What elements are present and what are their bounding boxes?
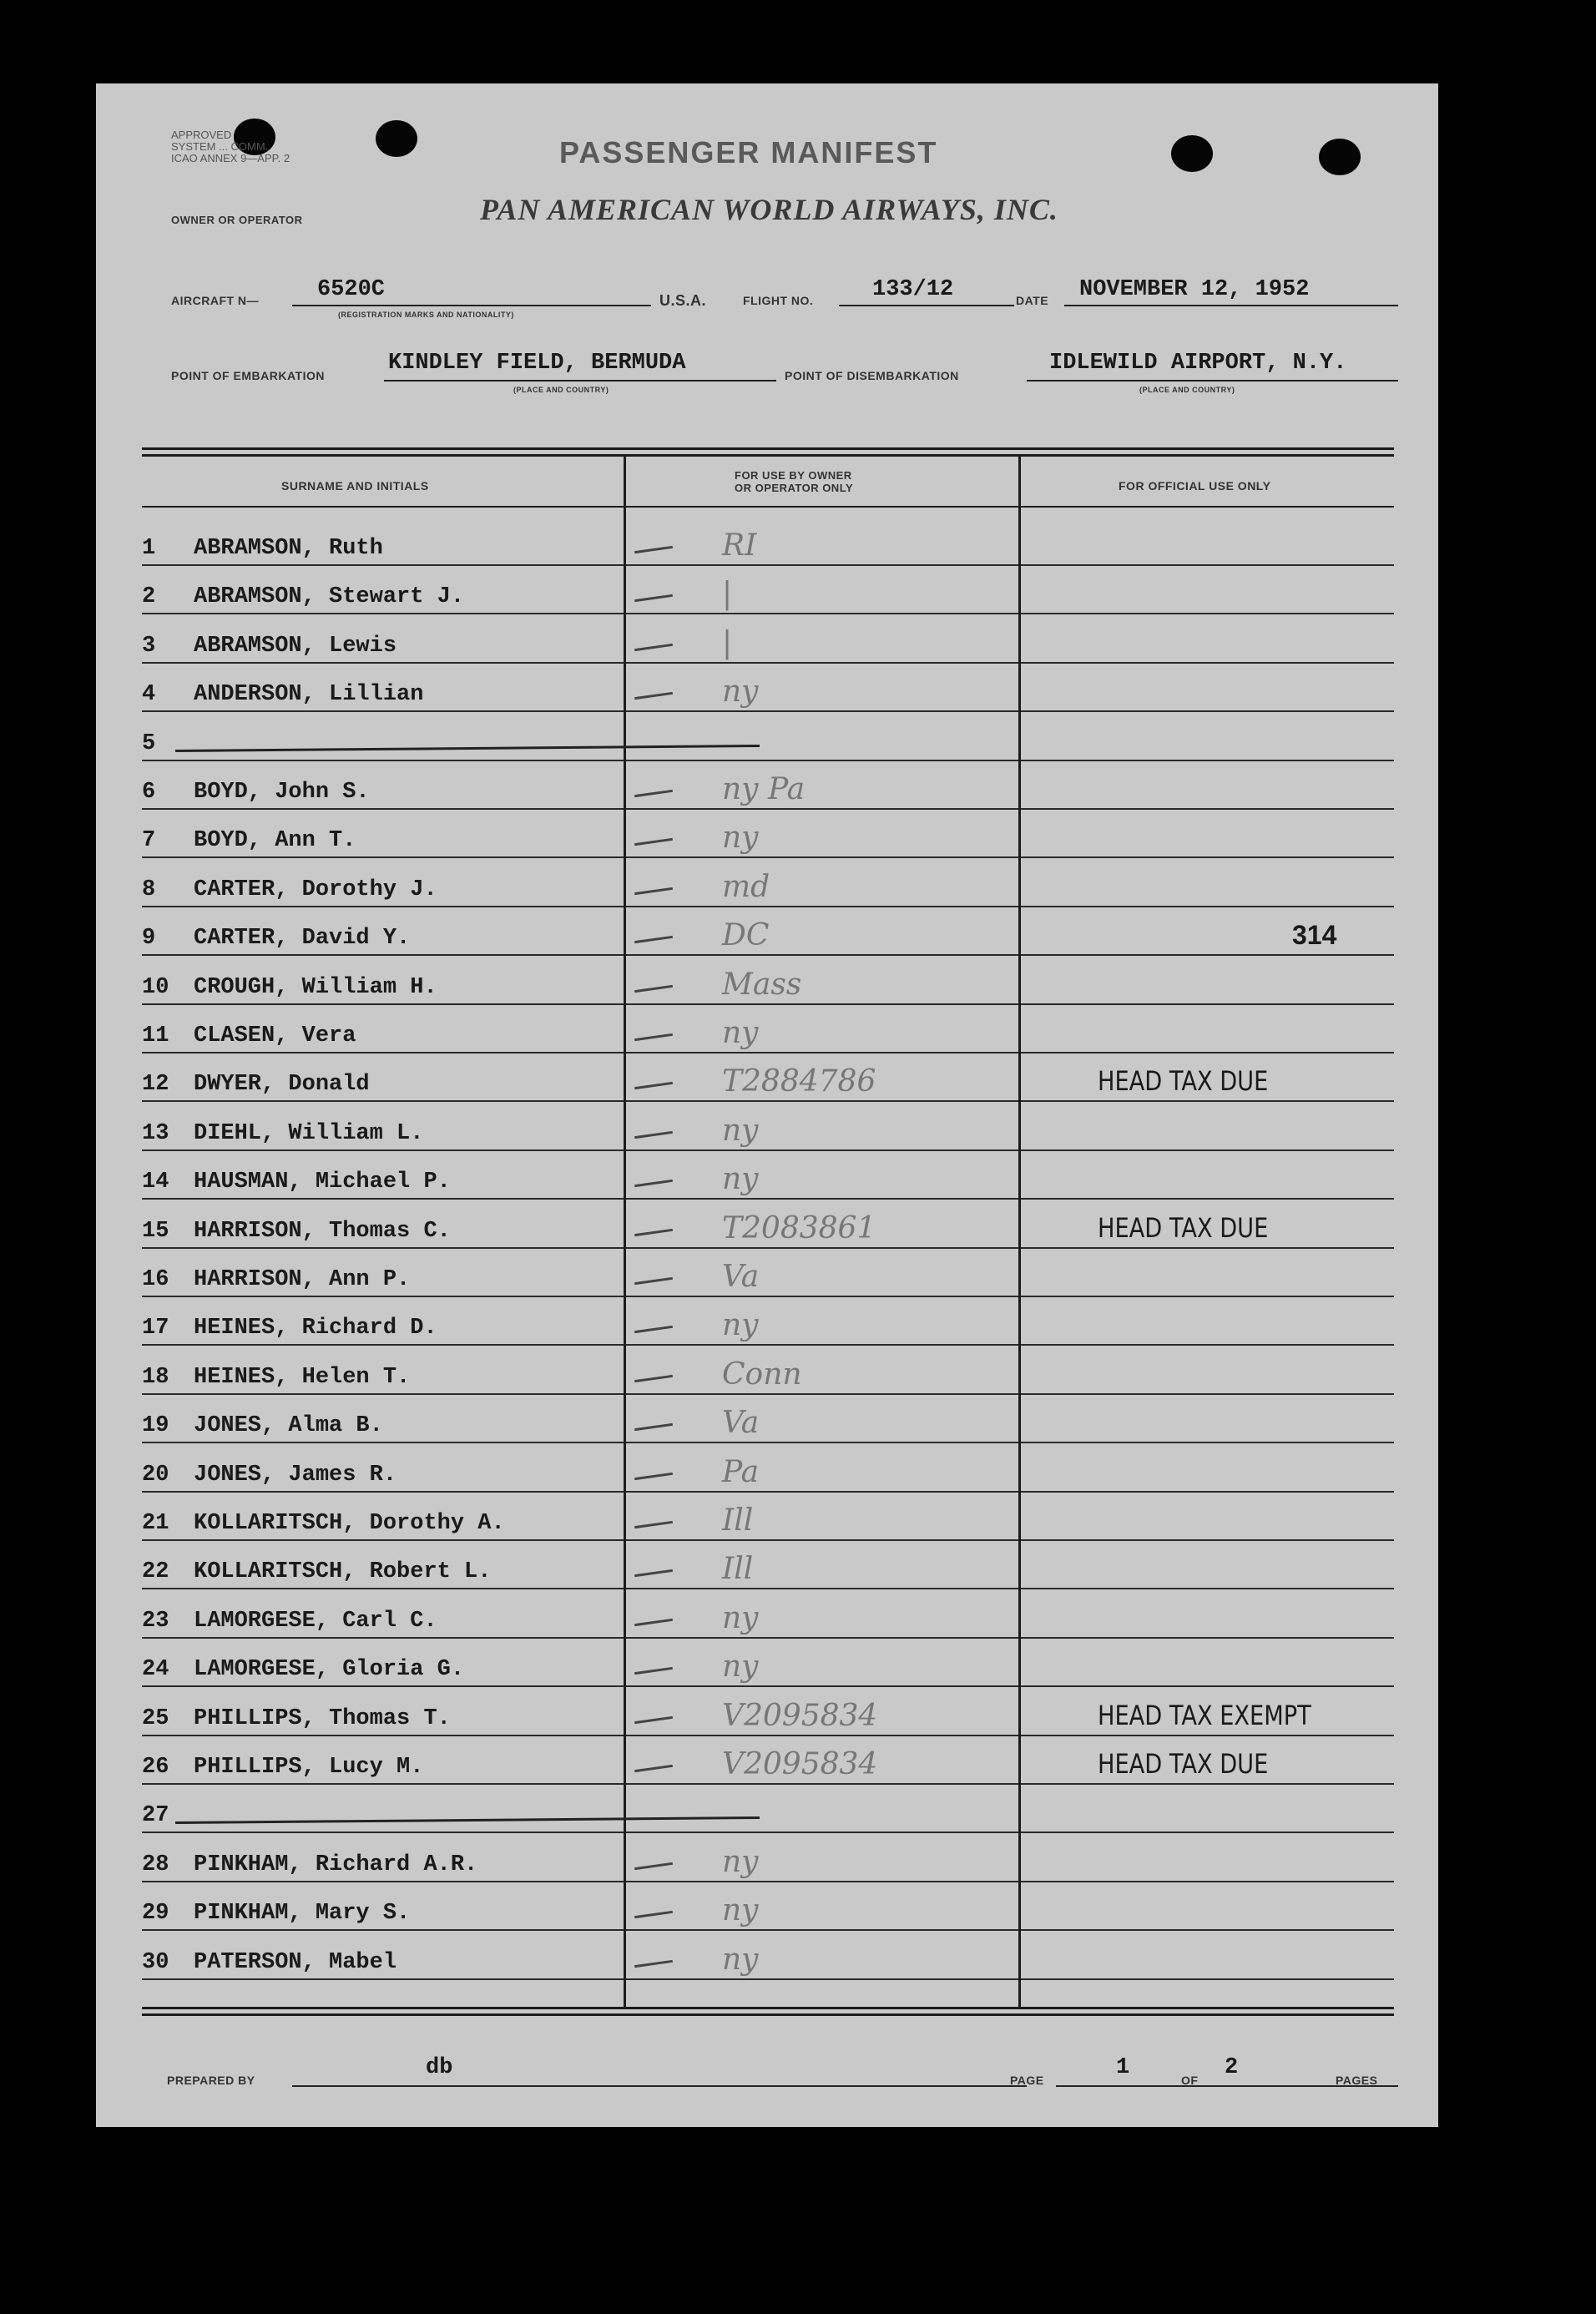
handwritten-note: md xyxy=(722,869,770,904)
table-row xyxy=(142,1932,1394,1980)
passenger-name: CARTER, David Y. xyxy=(194,926,411,952)
handwritten-note: ny xyxy=(722,1893,759,1928)
official-note: HEAD TAX EXEMPT xyxy=(1098,1699,1311,1731)
table-row xyxy=(142,1590,1394,1639)
passenger-number: 21 xyxy=(142,1511,169,1536)
embarkation-point: KINDLEY FIELD, BERMUDA xyxy=(388,351,686,376)
passenger-name: JONES, James R. xyxy=(194,1462,397,1488)
table-row xyxy=(142,1005,1394,1053)
check-mark xyxy=(634,1472,673,1479)
table-row xyxy=(142,1541,1394,1589)
check-mark xyxy=(634,1277,673,1285)
handwritten-note: ny xyxy=(722,1113,759,1148)
official-note: HEAD TAX DUE xyxy=(1098,1065,1269,1098)
pages-total: 2 xyxy=(1225,2055,1239,2080)
passenger-name: ABRAMSON, Ruth xyxy=(194,536,383,561)
date-label: DATE xyxy=(1016,294,1049,307)
check-mark xyxy=(634,1569,673,1577)
row-line xyxy=(626,1978,1018,1980)
table-row xyxy=(142,859,1394,907)
embarkation-caption: (PLACE AND COUNTRY) xyxy=(513,386,609,394)
table-row xyxy=(142,761,1394,810)
official-column-header: FOR OFFICIAL USE ONLY xyxy=(1119,479,1271,493)
check-mark xyxy=(634,692,673,700)
check-mark xyxy=(634,790,673,797)
passenger-number: 4 xyxy=(142,682,156,708)
surname-column-header: SURNAME AND INITIALS xyxy=(281,479,429,493)
passenger-name: CROUGH, William H. xyxy=(194,974,437,1000)
table-row xyxy=(142,1053,1394,1102)
row-line xyxy=(142,1978,624,1980)
handwritten-note: T2083861 xyxy=(722,1210,876,1245)
check-mark xyxy=(634,1862,673,1870)
prepared-underline xyxy=(292,2085,1027,2087)
page-number: 1 xyxy=(1116,2055,1130,2080)
handwritten-note: | xyxy=(722,625,733,660)
table-row xyxy=(142,664,1394,712)
aircraft-label: AIRCRAFT N— xyxy=(171,294,260,307)
passenger-number: 5 xyxy=(142,730,156,756)
passenger-number: 30 xyxy=(142,1949,169,1975)
usa-label: U.S.A. xyxy=(659,292,707,309)
table-row xyxy=(142,1736,1394,1785)
handwritten-note: ny xyxy=(722,1844,759,1879)
header-rule xyxy=(142,506,1394,508)
passenger-name: HARRISON, Ann P. xyxy=(194,1267,411,1292)
flight-date: NOVEMBER 12, 1952 xyxy=(1079,277,1310,302)
passenger-name: CLASEN, Vera xyxy=(194,1023,356,1048)
owner-label: OWNER OR OPERATOR xyxy=(171,214,303,226)
pages-label: PAGES xyxy=(1336,2074,1378,2087)
of-label: OF xyxy=(1181,2074,1199,2087)
passenger-name: HEINES, Richard D. xyxy=(194,1316,437,1341)
table-row xyxy=(142,1444,1394,1493)
disembarkation-label: POINT OF DISEMBARKATION xyxy=(785,369,959,382)
table-top-rule-2 xyxy=(142,454,1394,457)
passenger-number: 24 xyxy=(142,1657,169,1683)
table-top-rule xyxy=(142,447,1394,450)
handwritten-note: RI xyxy=(722,528,757,563)
table-row xyxy=(142,1346,1394,1395)
disembarkation-underline xyxy=(1027,380,1398,381)
passenger-number: 22 xyxy=(142,1559,169,1585)
handwritten-note: Mass xyxy=(722,967,802,1002)
passenger-name: ABRAMSON, Stewart J. xyxy=(194,584,465,610)
disembarkation-caption: (PLACE AND COUNTRY) xyxy=(1139,386,1235,394)
check-mark xyxy=(634,1619,673,1626)
handwritten-note: ny xyxy=(722,1016,759,1050)
punch-hole xyxy=(1171,135,1213,172)
strikethrough xyxy=(175,745,760,752)
aircraft-underline xyxy=(292,305,651,306)
table-row xyxy=(142,1249,1394,1297)
passenger-number: 17 xyxy=(142,1316,169,1341)
official-note: HEAD TAX DUE xyxy=(1098,1748,1269,1780)
passenger-name: HAUSMAN, Michael P. xyxy=(194,1170,451,1195)
passenger-name: DIEHL, William L. xyxy=(194,1120,424,1146)
check-mark xyxy=(634,546,673,553)
prepared-by: db xyxy=(426,2055,453,2080)
passenger-number: 13 xyxy=(142,1120,169,1146)
handwritten-note: ny xyxy=(722,1600,759,1635)
handwritten-note: Va xyxy=(722,1260,760,1294)
table-row xyxy=(142,907,1394,956)
passenger-name: ANDERSON, Lillian xyxy=(194,682,424,708)
passenger-name: PHILLIPS, Lucy M. xyxy=(194,1755,424,1780)
flight-number: 133/12 xyxy=(872,277,954,302)
table-row xyxy=(142,1395,1394,1443)
table-row xyxy=(142,1882,1394,1931)
passenger-number: 9 xyxy=(142,926,156,952)
table-row xyxy=(142,1103,1394,1151)
punch-hole xyxy=(376,120,417,157)
passenger-number: 11 xyxy=(142,1023,169,1048)
table-bottom-rule xyxy=(142,2007,1394,2009)
passenger-name: PHILLIPS, Thomas T. xyxy=(194,1705,451,1731)
embarkation-label: POINT OF EMBARKATION xyxy=(171,369,325,382)
passenger-name: HEINES, Helen T. xyxy=(194,1364,411,1390)
passenger-name: PATERSON, Mabel xyxy=(194,1949,397,1975)
owner-column-header-1: FOR USE BY OWNER xyxy=(735,469,852,482)
handwritten-note: T2884786 xyxy=(722,1064,876,1099)
disembarkation-point: IDLEWILD AIRPORT, N.Y. xyxy=(1049,351,1347,376)
punch-hole xyxy=(1319,139,1361,175)
passenger-name: BOYD, John S. xyxy=(194,780,370,805)
passenger-number: 26 xyxy=(142,1755,169,1780)
passenger-name: LAMORGESE, Gloria G. xyxy=(194,1657,465,1683)
check-mark xyxy=(634,838,673,846)
passenger-number: 6 xyxy=(142,780,156,805)
passenger-name: HARRISON, Thomas C. xyxy=(194,1218,451,1244)
table-row xyxy=(142,1297,1394,1346)
manifest-sheet xyxy=(96,83,1438,2127)
official-note: HEAD TAX DUE xyxy=(1098,1211,1269,1244)
flight-underline xyxy=(839,305,1014,306)
check-mark xyxy=(634,1180,673,1187)
table-bottom-rule-2 xyxy=(142,2013,1394,2016)
passenger-number: 8 xyxy=(142,877,156,902)
check-mark xyxy=(634,1131,673,1139)
page-title: PASSENGER MANIFEST xyxy=(559,135,938,169)
handwritten-note: ny xyxy=(722,1308,759,1343)
passenger-number: 3 xyxy=(142,633,156,659)
table-row xyxy=(142,1639,1394,1687)
check-mark xyxy=(634,1033,673,1041)
passenger-name: KOLLARITSCH, Dorothy A. xyxy=(194,1511,505,1536)
passenger-number: 20 xyxy=(142,1462,169,1488)
handwritten-note: V2095834 xyxy=(722,1747,878,1781)
table-row xyxy=(142,1493,1394,1541)
embarkation-underline xyxy=(384,380,776,381)
approval-note: APPROVED SYSTEM ... COMM. ICAO ANNEX 9—APP. 2 xyxy=(171,129,290,164)
passenger-name: ABRAMSON, Lewis xyxy=(194,633,397,659)
check-mark xyxy=(634,1911,673,1918)
table-row xyxy=(142,1151,1394,1200)
row-line xyxy=(1021,1978,1394,1980)
check-mark xyxy=(634,1326,673,1333)
passenger-name: CARTER, Dorothy J. xyxy=(194,877,437,902)
check-mark xyxy=(634,936,673,943)
check-mark xyxy=(634,1959,673,1967)
table-row xyxy=(142,1688,1394,1736)
passenger-number: 10 xyxy=(142,974,169,1000)
handwritten-note: ny xyxy=(722,1942,759,1977)
owner-column-header-2: OR OPERATOR ONLY xyxy=(735,482,854,494)
handwritten-note: ny xyxy=(722,1650,759,1685)
handwritten-note: Va xyxy=(722,1406,760,1441)
check-mark xyxy=(634,1375,673,1382)
airline-name: PAN AMERICAN WORLD AIRWAYS, INC. xyxy=(480,193,1058,226)
table-row xyxy=(142,518,1394,566)
check-mark xyxy=(634,984,673,992)
check-mark xyxy=(634,644,673,651)
passenger-name: DWYER, Donald xyxy=(194,1072,370,1098)
passenger-number: 23 xyxy=(142,1608,169,1634)
table-row xyxy=(142,1785,1394,1833)
handwritten-note: Pa xyxy=(722,1454,760,1489)
strikethrough xyxy=(175,1816,760,1824)
passenger-number: 7 xyxy=(142,828,156,854)
table-row xyxy=(142,810,1394,858)
passenger-number: 12 xyxy=(142,1072,169,1098)
handwritten-note: ny Pa xyxy=(722,772,806,806)
aircraft-number: 6520C xyxy=(317,277,386,302)
passenger-number: 29 xyxy=(142,1901,169,1927)
passenger-number: 2 xyxy=(142,584,156,610)
handwritten-note: ny xyxy=(722,674,759,710)
table-row xyxy=(142,1834,1394,1882)
handwritten-note: | xyxy=(722,577,733,612)
passenger-name: JONES, Alma B. xyxy=(194,1413,383,1439)
check-mark xyxy=(634,1228,673,1235)
check-mark xyxy=(634,1423,673,1431)
registration-caption: (REGISTRATION MARKS AND NATIONALITY) xyxy=(338,311,514,319)
official-note: 314 xyxy=(1292,920,1337,951)
passenger-number: 18 xyxy=(142,1364,169,1390)
passenger-number: 28 xyxy=(142,1852,169,1877)
check-mark xyxy=(634,1521,673,1528)
check-mark xyxy=(634,1715,673,1723)
passenger-number: 25 xyxy=(142,1705,169,1731)
handwritten-note: Ill xyxy=(722,1503,754,1538)
handwritten-note: Conn xyxy=(722,1357,802,1392)
passenger-name: LAMORGESE, Carl C. xyxy=(194,1608,437,1634)
check-mark xyxy=(634,887,673,895)
table-row xyxy=(142,1200,1394,1249)
handwritten-note: V2095834 xyxy=(722,1698,878,1733)
passenger-number: 16 xyxy=(142,1267,169,1292)
prepared-label: PREPARED BY xyxy=(167,2074,255,2087)
handwritten-note: Ill xyxy=(722,1552,754,1587)
check-mark xyxy=(634,594,673,602)
passenger-number: 19 xyxy=(142,1413,169,1439)
table-row xyxy=(142,957,1394,1005)
handwritten-note: ny xyxy=(722,821,759,856)
check-mark xyxy=(634,1667,673,1675)
table-row xyxy=(142,615,1394,664)
flight-label: FLIGHT NO. xyxy=(743,294,814,307)
check-mark xyxy=(634,1765,673,1772)
check-mark xyxy=(634,1082,673,1089)
passenger-number: 14 xyxy=(142,1170,169,1195)
handwritten-note: ny xyxy=(722,1162,759,1197)
page-label: PAGE xyxy=(1010,2074,1044,2087)
passenger-name: PINKHAM, Mary S. xyxy=(194,1901,411,1927)
passenger-number: 1 xyxy=(142,536,156,561)
table-row xyxy=(142,566,1394,614)
passenger-name: PINKHAM, Richard A.R. xyxy=(194,1852,478,1877)
handwritten-note: DC xyxy=(722,918,770,953)
passenger-number: 27 xyxy=(142,1803,169,1829)
table-row xyxy=(142,713,1394,761)
passenger-name: BOYD, Ann T. xyxy=(194,828,356,854)
passenger-name: KOLLARITSCH, Robert L. xyxy=(194,1559,492,1585)
date-underline xyxy=(1064,305,1398,306)
passenger-number: 15 xyxy=(142,1218,169,1244)
